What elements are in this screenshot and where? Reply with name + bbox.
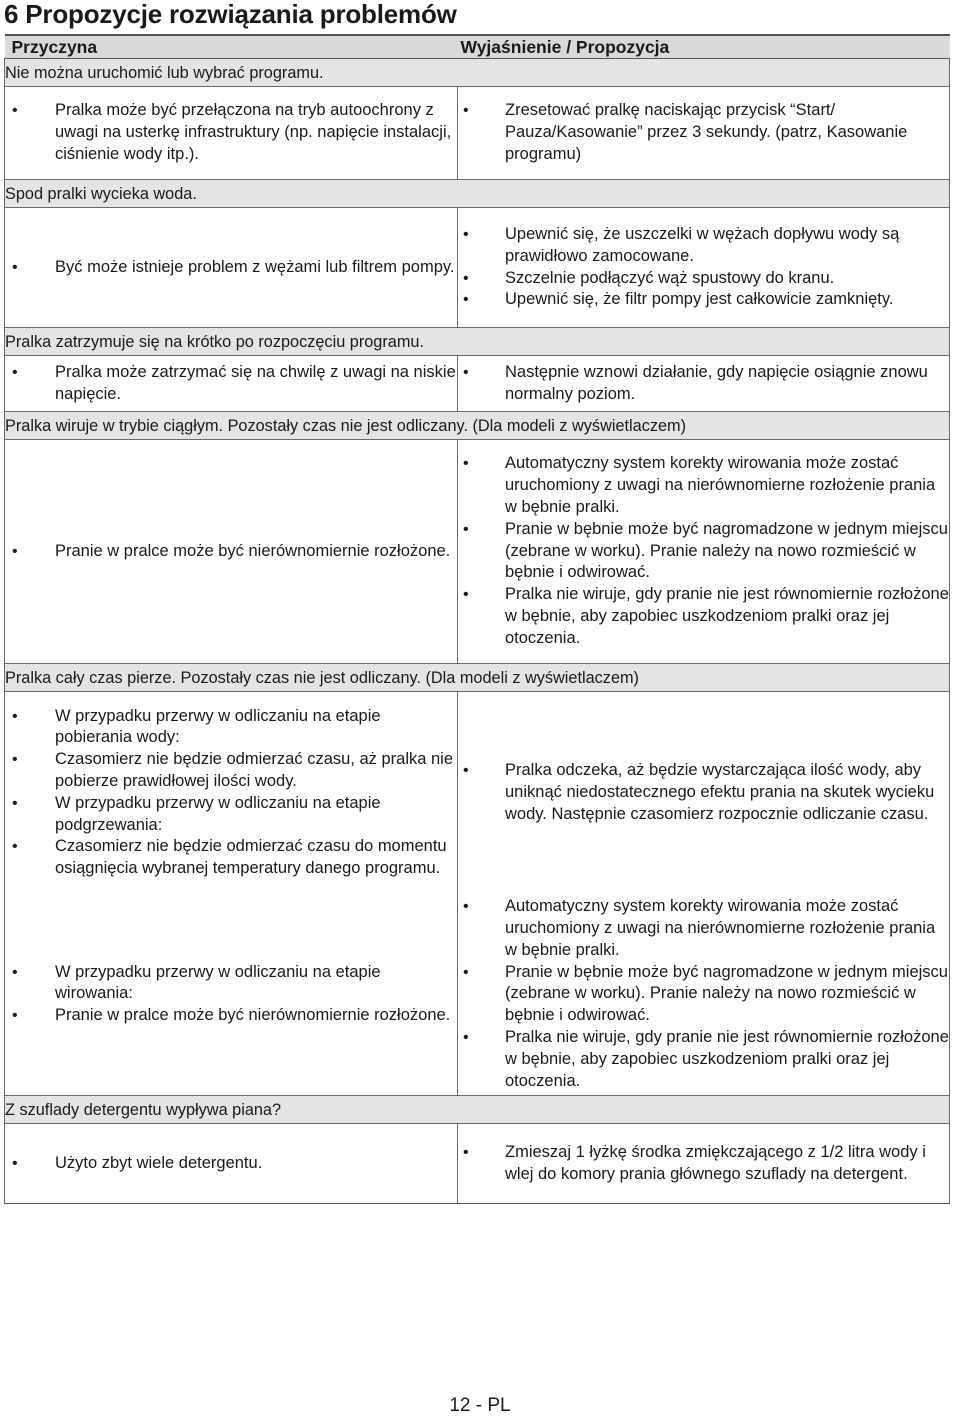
problem-title: Pralka wiruje w trybie ciągłym. Pozostały czas nie jest odliczany. (Dla modeli z wyświetlaczem) [5,412,950,440]
cause-item: • W przypadku przerwy w odliczaniu na etapie pobierania wody: [5,706,457,750]
solution-item: • Zmieszaj 1 łyżkę środka zmiękczającego z 1/2 litra wody i wlej do komory prania głównego szuflady na detergent. [458,1142,949,1186]
troubleshooting-table [4,34,950,1204]
problem-title: Spod pralki wycieka woda. [5,180,950,208]
cause-cell [5,894,458,1096]
page-number: 12 - PL [449,1395,511,1416]
cause-item: • Pranie w pralce może być nierównomiernie rozłożone. [5,541,457,563]
cause-item: • W przypadku przerwy w odliczaniu na etapie podgrzewania: [5,793,457,837]
cause-solution-row [5,440,950,664]
cause-cell [5,356,458,412]
problem-row [5,59,950,87]
solution-cell [458,356,950,412]
solution-item: • Upewnić się, że uszczelki w wężach dopływu wody są prawidłowo zamocowane. [458,224,949,268]
cause-item: • Być może istnieje problem z wężami lub filtrem pompy. [5,257,457,279]
page-title: 6 Propozycje rozwiązania problemów [4,0,457,29]
cause-cell [5,208,458,328]
cause-cell [5,440,458,664]
solution-item: • Następnie wznowi działanie, gdy napięcie osiągnie znowu normalny poziom. [458,362,949,406]
solution-item: • Szczelnie podłączyć wąż spustowy do kranu. [458,268,949,290]
cause-item: • Pranie w pralce może być nierównomiernie rozłożone. [5,1005,457,1027]
solution-cell [458,692,950,894]
solution-item: • Pralka odczeka, aż będzie wystarczająca ilość wody, aby uniknąć niedostatecznego efektu prania na skutek wycieku wody. Następnie czasomierz rozpocznie odliczanie czasu. [458,760,949,825]
cause-solution-row [5,692,950,894]
problem-title: Nie można uruchomić lub wybrać programu. [5,59,950,87]
solution-item: • Upewnić się, że filtr pompy jest całkowicie zamknięty. [458,289,949,311]
cause-solution-row [5,87,950,180]
problem-row [5,664,950,692]
problem-title: Pralka cały czas pierze. Pozostały czas nie jest odliczany. (Dla modeli z wyświetlaczem) [5,664,950,692]
cause-item: • Pralka może być przełączona na tryb autoochrony z uwagi na usterkę infrastruktury (np. napięcie instalacji, ciśnienie wody itp.). [5,100,457,165]
cause-item: • Użyto zbyt wiele detergentu. [5,1153,457,1175]
solution-item: • Pralka nie wiruje, gdy pranie nie jest równomiernie rozłożone w bębnie, aby zapobiec uszkodzeniom pralki oraz jej otoczenia. [458,584,949,649]
problem-row [5,412,950,440]
solution-item: • Pralka nie wiruje, gdy pranie nie jest równomiernie rozłożone w bębnie, aby zapobiec uszkodzeniom pralki oraz jej otoczenia. [458,1027,949,1092]
cause-cell [5,1124,458,1204]
solution-cell [458,208,950,328]
solution-cell [458,1124,950,1204]
solution-item: • Automatyczny system korekty wirowania może zostać uruchomiony z uwagi na nierównomierne rozłożenie prania w bębnie pralki. [458,453,949,518]
cause-solution-row [5,1124,950,1204]
cause-item: • Czasomierz nie będzie odmierzać czasu, aż pralka nie pobierze prawidłowej ilości wody. [5,749,457,793]
problem-row [5,328,950,356]
cause-item: • W przypadku przerwy w odliczaniu na etapie wirowania: [5,962,457,1006]
solution-cell [458,87,950,180]
problem-title: Z szuflady detergentu wypływa piana? [5,1096,950,1124]
solution-item: • Pranie w bębnie może być nagromadzone w jednym miejscu (zebrane w worku). Pranie należy na nowo rozmieścić w bębnie i odwirować. [458,519,949,584]
cause-solution-row [5,356,950,412]
cause-cell [5,87,458,180]
solution-cell [458,440,950,664]
header-solution: Wyjaśnienie / Propozycja [458,35,950,59]
solution-item: • Pranie w bębnie może być nagromadzone w jednym miejscu (zebrane w worku). Pranie należy na nowo rozmieścić w bębnie i odwirować. [458,962,949,1027]
cause-item: • Pralka może zatrzymać się na chwilę z uwagi na niskie napięcie. [5,362,457,406]
solution-item: • Zresetować pralkę naciskając przycisk “Start/ Pauza/Kasowanie” przez 3 sekundy. (patrz, Kasowanie programu) [458,100,949,165]
table-header-row [5,35,950,59]
solution-item: • Automatyczny system korekty wirowania może zostać uruchomiony z uwagi na nierównomierne rozłożenie prania w bębnie pralki. [458,896,949,961]
problem-row [5,1096,950,1124]
cause-cell [5,692,458,894]
header-cause: Przyczyna [5,35,458,59]
problem-title: Pralka zatrzymuje się na krótko po rozpoczęciu programu. [5,328,950,356]
solution-cell [458,894,950,1096]
cause-solution-row [5,208,950,328]
cause-item: • Czasomierz nie będzie odmierzać czasu do momentu osiągnięcia wybranej temperatury danego programu. [5,836,457,880]
cause-solution-row [5,894,950,1096]
problem-row [5,180,950,208]
